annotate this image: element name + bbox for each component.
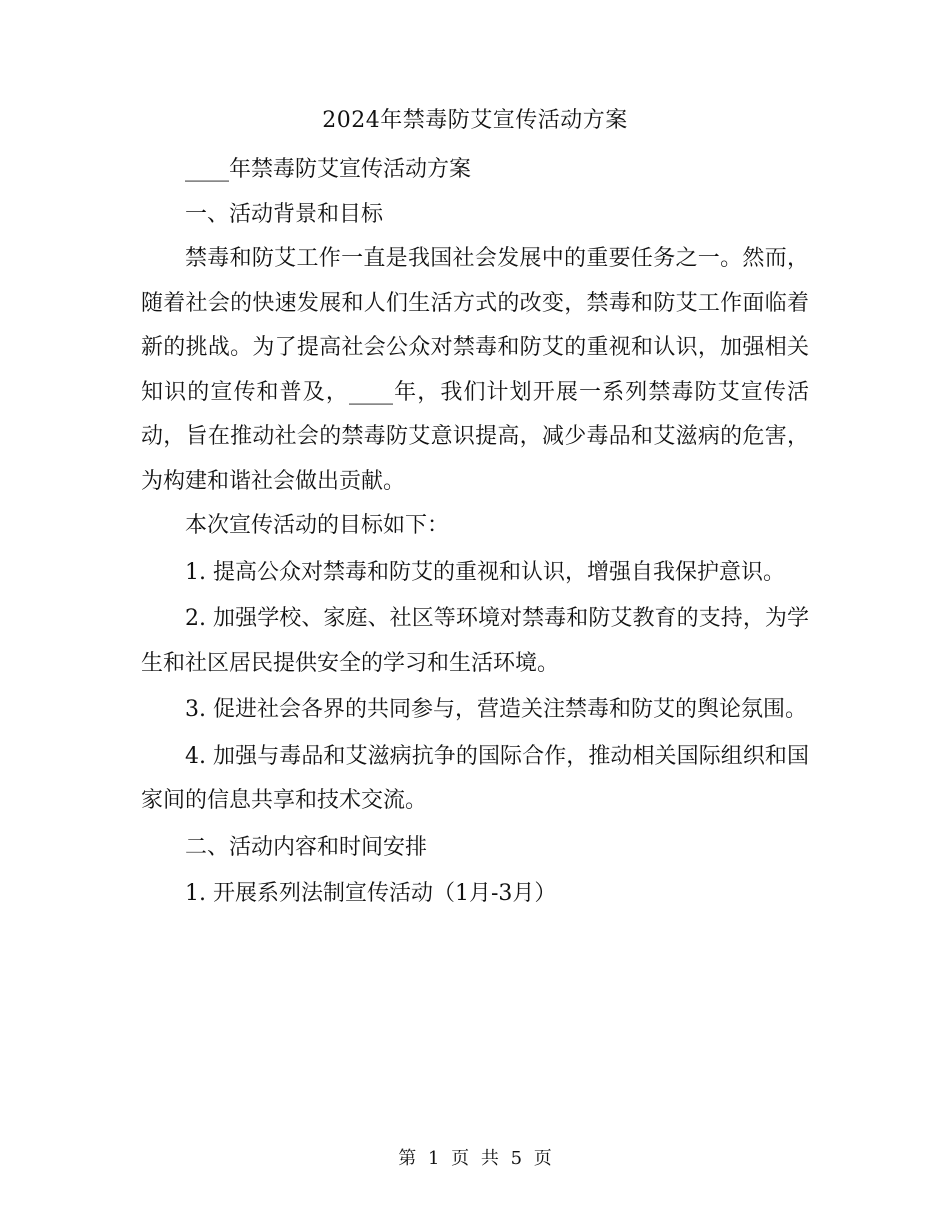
goal-item-1: 1. 提高公众对禁毒和防艾的重视和认识，增强自我保护意识。	[185, 559, 785, 585]
section-heading-background: 一、活动背景和目标	[185, 201, 384, 227]
goal-item-3: 3. 促进社会各界的共同参与，营造关注禁毒和防艾的舆论氛围。	[185, 697, 807, 722]
document-body	[141, 148, 809, 917]
section-heading-content: 二、活动内容和时间安排	[185, 834, 428, 860]
goal-item-4: 4. 加强与毒品和艾滋病抗争的国际合作，推动相关国际组织和国家间的信息共享和技术交流。	[141, 743, 809, 813]
document-title: 2024年禁毒防艾宣传活动方案	[322, 108, 628, 133]
goals-intro-paragraph: 本次宣传活动的目标如下：	[185, 513, 450, 538]
page-number-footer: 第 1 页 共 5 页	[398, 1148, 552, 1169]
background-paragraph: 禁毒和防艾工作一直是我国社会发展中的重要任务之一。然而，随着社会的快速发展和人们生活方式的改变，禁毒和防艾工作面临着新的挑战。为了提高社会公众对禁毒和防艾的重视和认识，加强相关知识的宣传和普及，____年，我们计划开展一系列禁毒防艾宣传活动，旨在推动社会的禁毒防艾意识提高，减少毒品和艾滋病的危害，为构建和谐社会做出贡献。	[141, 246, 809, 494]
subtitle-paragraph: ____年禁毒防艾宣传活动方案	[185, 157, 472, 182]
content-item-1: 1. 开展系列法制宣传活动（1月-3月）	[185, 881, 557, 906]
goal-item-2: 2. 加强学校、家庭、社区等环境对禁毒和防艾教育的支持，为学生和社区居民提供安全的学习和生活环境。	[141, 606, 809, 676]
